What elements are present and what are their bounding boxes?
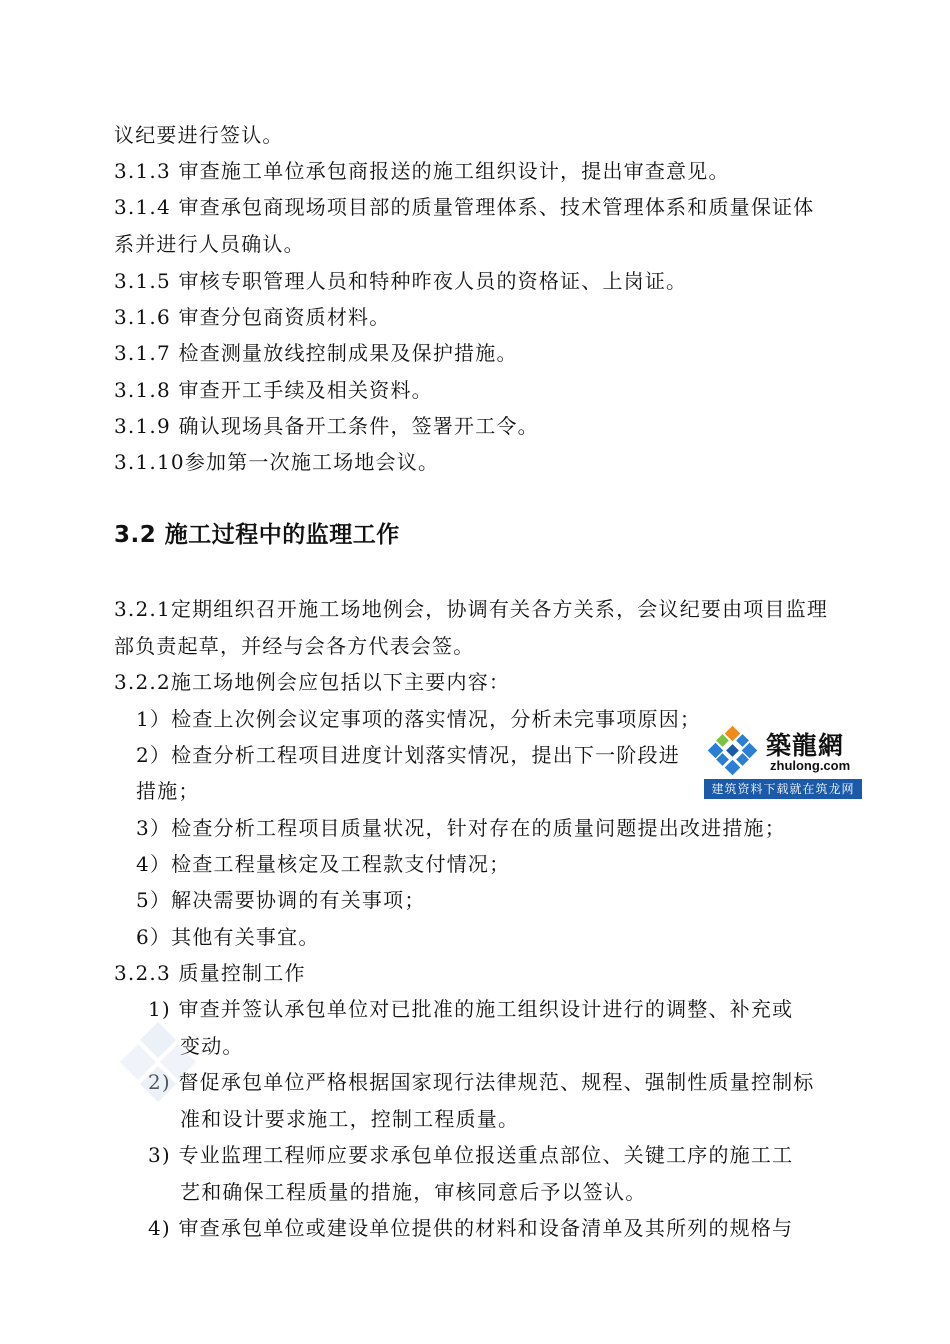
list-item: 4) 审查承包单位或建设单位提供的材料和设备清单及其所列的规格与	[148, 1216, 794, 1240]
list-item: 措施；	[136, 779, 200, 803]
text-line: 3.2.3 质量控制工作	[114, 961, 306, 985]
list-item: 3）检查分析工程项目质量状况，针对存在的质量问题提出改进措施；	[136, 816, 786, 840]
logo-banner: 建筑资料下载就在筑龙网	[704, 779, 862, 799]
list-item: 1) 审查并签认承包单位对已批准的施工组织设计进行的调整、补充或	[148, 997, 794, 1021]
text-line: 3.1.5 审核专职管理人员和特种昨夜人员的资格证、上岗证。	[114, 269, 688, 293]
list-item: 2）检查分析工程项目进度计划落实情况，提出下一阶段进	[136, 743, 680, 767]
text-line: 议纪要进行签认。	[114, 123, 284, 147]
watermark-icon	[118, 1020, 198, 1110]
text-line: 3.2.1定期组织召开施工场地例会，协调有关各方关系，会议纪要由项目监理	[114, 597, 829, 621]
list-item: 1）检查上次例会议定事项的落实情况，分析未完事项原因；	[136, 707, 702, 731]
star-logo-icon	[704, 724, 762, 780]
list-item: 5）解决需要协调的有关事项；	[136, 888, 426, 912]
text-line: 3.1.10参加第一次施工场地会议。	[114, 450, 440, 474]
text-line: 3.1.6 审查分包商资质材料。	[114, 305, 391, 329]
section-heading: 3.2 施工过程中的监理工作	[114, 522, 400, 548]
list-item: 艺和确保工程质量的措施，审核同意后予以签认。	[180, 1180, 647, 1204]
text-line: 3.2.2施工场地例会应包括以下主要内容：	[114, 670, 511, 694]
logo-domain: zhulong.com	[770, 758, 851, 773]
text-line: 3.1.3 审查施工单位承包商报送的施工组织设计，提出审查意见。	[114, 159, 730, 183]
list-item: 变动。	[180, 1034, 244, 1058]
text-line: 部负责起草，并经与会各方代表会签。	[114, 634, 475, 658]
list-item: 6）其他有关事宜。	[136, 925, 320, 949]
text-line: 系并进行人员确认。	[114, 232, 305, 256]
text-line: 3.1.9 确认现场具备开工条件，签署开工令。	[114, 414, 539, 438]
list-item: 2) 督促承包单位严格根据国家现行法律规范、规程、强制性质量控制标	[148, 1070, 815, 1094]
zhulong-logo	[704, 724, 862, 800]
list-item: 准和设计要求施工，控制工程质量。	[180, 1107, 520, 1131]
text-line: 3.1.7 检查测量放线控制成果及保护措施。	[114, 341, 518, 365]
text-line: 3.1.4 审查承包商现场项目部的质量管理体系、技术管理体系和质量保证体	[114, 195, 815, 219]
list-item: 3) 专业监理工程师应要求承包单位报送重点部位、关键工序的施工工	[148, 1143, 794, 1167]
text-line: 3.1.8 审查开工手续及相关资料。	[114, 378, 433, 402]
list-item: 4）检查工程量核定及工程款支付情况；	[136, 852, 511, 876]
logo-name: 築龍網	[766, 731, 845, 760]
